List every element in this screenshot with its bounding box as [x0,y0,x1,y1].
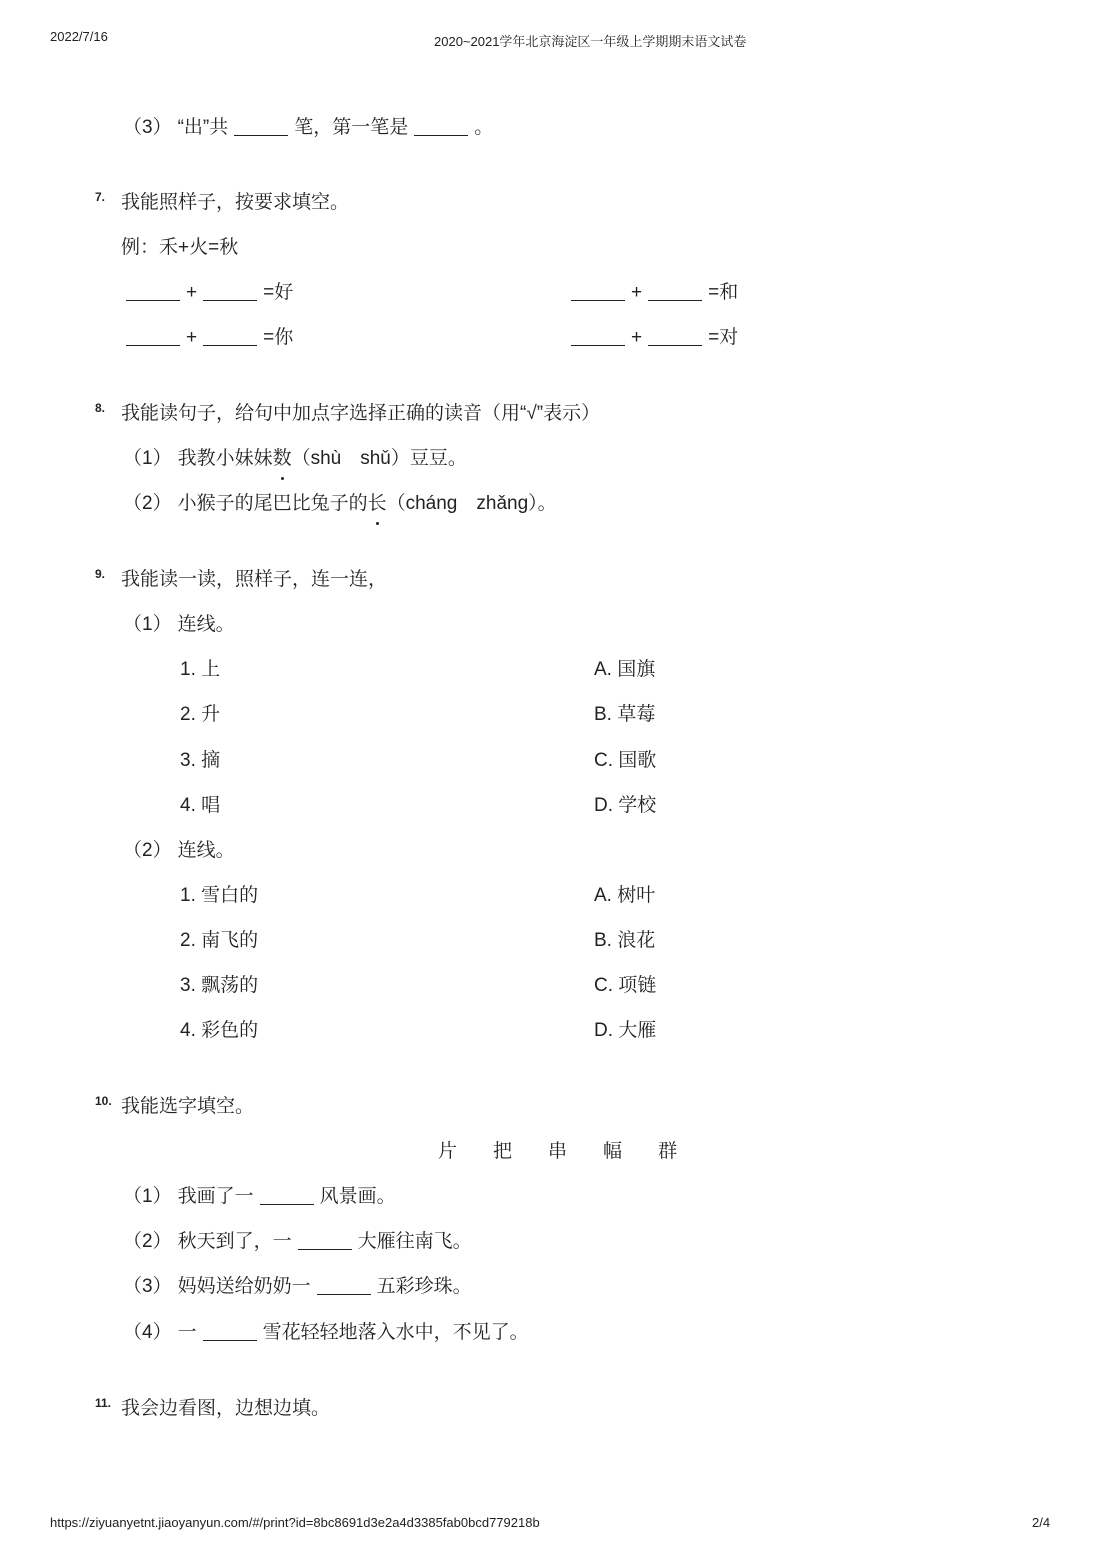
item-text: 笔，第一笔是 [294,117,409,138]
answer-blank[interactable] [571,280,625,301]
match-right-item[interactable]: B. 浪花 [594,930,656,951]
item-number: （3） [123,117,172,138]
part-label: 连线。 [177,840,235,861]
answer-blank[interactable] [571,325,625,346]
question-title-8: 我能读句子，给句中加点字选择正确的读音（用“√”表示） [121,403,601,424]
match-left-item[interactable]: 3. 摘 [180,750,221,771]
q10-item-3 [123,1274,472,1300]
answer-blank[interactable] [298,1229,352,1250]
match-left-item[interactable]: 1. 上 [180,659,221,680]
q6-item-3 [123,115,493,141]
dotted-char: 长 [368,491,387,517]
print-date: 2022/7/16 [50,29,108,44]
answer-blank[interactable] [203,1320,257,1341]
sentence-text: 我画了一 [177,1186,254,1207]
answer-blank[interactable] [203,325,257,346]
q10-item-2 [123,1229,472,1255]
result-char: =对 [708,327,739,348]
question-title-9: 我能读一读，照样子，连一连， [121,569,388,590]
match-right-item[interactable]: B. 草莓 [594,704,656,725]
match-left-item[interactable]: 4. 彩色的 [180,1020,259,1041]
answer-blank[interactable] [126,325,180,346]
sentence-text: 五彩珍珠。 [376,1276,472,1297]
q7-example: 例：禾+火=秋 [121,237,239,258]
answer-blank[interactable] [648,325,702,346]
answer-blank[interactable] [126,280,180,301]
match-left-item[interactable]: 2. 南飞的 [180,930,259,951]
plus-sign: + [631,327,643,348]
page-url: https://ziyuanyetnt.jiaoyanyun.com/#/print?id=8bc8691d3e2a4d3385fab0bcd779218b [50,1515,540,1530]
match-left-item[interactable]: 4. 唱 [180,795,221,816]
result-char: =和 [708,282,739,303]
pinyin-options[interactable]: （chánɡ zhǎnɡ）。 [386,493,557,514]
item-text: “出”共 [177,117,229,138]
match-right-item[interactable]: A. 树叶 [594,885,656,906]
part-label: 连线。 [177,614,235,635]
sentence-text: 妈妈送给奶奶一 [177,1276,311,1297]
pinyin-options[interactable]: （shù shǔ）豆豆。 [291,448,467,469]
sentence-text: 小猴子的尾巴比兔子的 [177,493,368,514]
choice-char: 片 [438,1141,458,1162]
answer-blank[interactable] [648,280,702,301]
answer-blank[interactable] [203,280,257,301]
choice-char: 幅 [603,1141,623,1162]
q10-item-1 [123,1184,396,1210]
match-right-item[interactable]: D. 学校 [594,795,657,816]
sentence-text: 雪花轻轻地落入水中，不见了。 [262,1322,529,1343]
item-number: （2） [123,840,172,861]
match-right-item[interactable]: D. 大雁 [594,1020,657,1041]
q9-part-2-label [123,838,235,864]
answer-blank[interactable] [414,115,468,136]
item-number: （1） [123,448,172,469]
plus-sign: + [186,282,198,303]
q7-row-2-right [565,325,738,351]
question-title-11: 我会边看图，边想边填。 [121,1398,331,1419]
q8-item-2 [123,491,557,517]
item-number: （2） [123,493,172,514]
item-text: 。 [474,117,494,138]
plus-sign: + [186,327,198,348]
match-left-item[interactable]: 3. 飘荡的 [180,975,259,996]
match-right-item[interactable]: A. 国旗 [594,659,656,680]
result-char: =你 [263,327,294,348]
choice-char: 串 [548,1141,568,1162]
match-right-item[interactable]: C. 国歌 [594,750,657,771]
question-number-11: 11. [95,1396,112,1410]
answer-blank[interactable] [317,1274,371,1295]
result-char: =好 [263,282,294,303]
question-title-10: 我能选字填空。 [121,1096,255,1117]
sentence-text: 大雁往南飞。 [357,1231,472,1252]
item-number: （2） [123,1231,172,1252]
answer-blank[interactable] [260,1184,314,1205]
item-number: （4） [123,1322,172,1343]
dotted-char: 数 [273,446,292,472]
question-number-8: 8. [95,401,106,415]
match-left-item[interactable]: 2. 升 [180,704,221,725]
item-number: （1） [123,1186,172,1207]
sentence-text: 风景画。 [319,1186,396,1207]
word-choices [438,1139,713,1165]
page-number: 2/4 [1032,1515,1051,1530]
q7-row-2-left [120,325,293,351]
choice-char: 把 [493,1141,513,1162]
match-left-item[interactable]: 1. 雪白的 [180,885,259,906]
sentence-text: 我教小妹妹 [177,448,273,469]
document-title: 2020~2021学年北京海淀区一年级上学期期末语文试卷 [434,34,747,49]
match-right-item[interactable]: C. 项链 [594,975,657,996]
item-number: （1） [123,614,172,635]
question-title-7: 我能照样子，按要求填空。 [121,192,350,213]
item-number: （3） [123,1276,172,1297]
q8-item-1 [123,446,467,472]
sentence-text: 一 [177,1322,197,1343]
choice-char: 群 [658,1141,678,1162]
q9-part-1-label [123,612,235,638]
question-number-10: 10. [95,1094,112,1108]
plus-sign: + [631,282,643,303]
answer-blank[interactable] [234,115,288,136]
q10-item-4 [123,1320,529,1346]
q7-row-1-right [565,280,738,306]
question-number-9: 9. [95,567,106,581]
question-number-7: 7. [95,190,106,204]
sentence-text: 秋天到了，一 [177,1231,292,1252]
q7-row-1-left [120,280,293,306]
